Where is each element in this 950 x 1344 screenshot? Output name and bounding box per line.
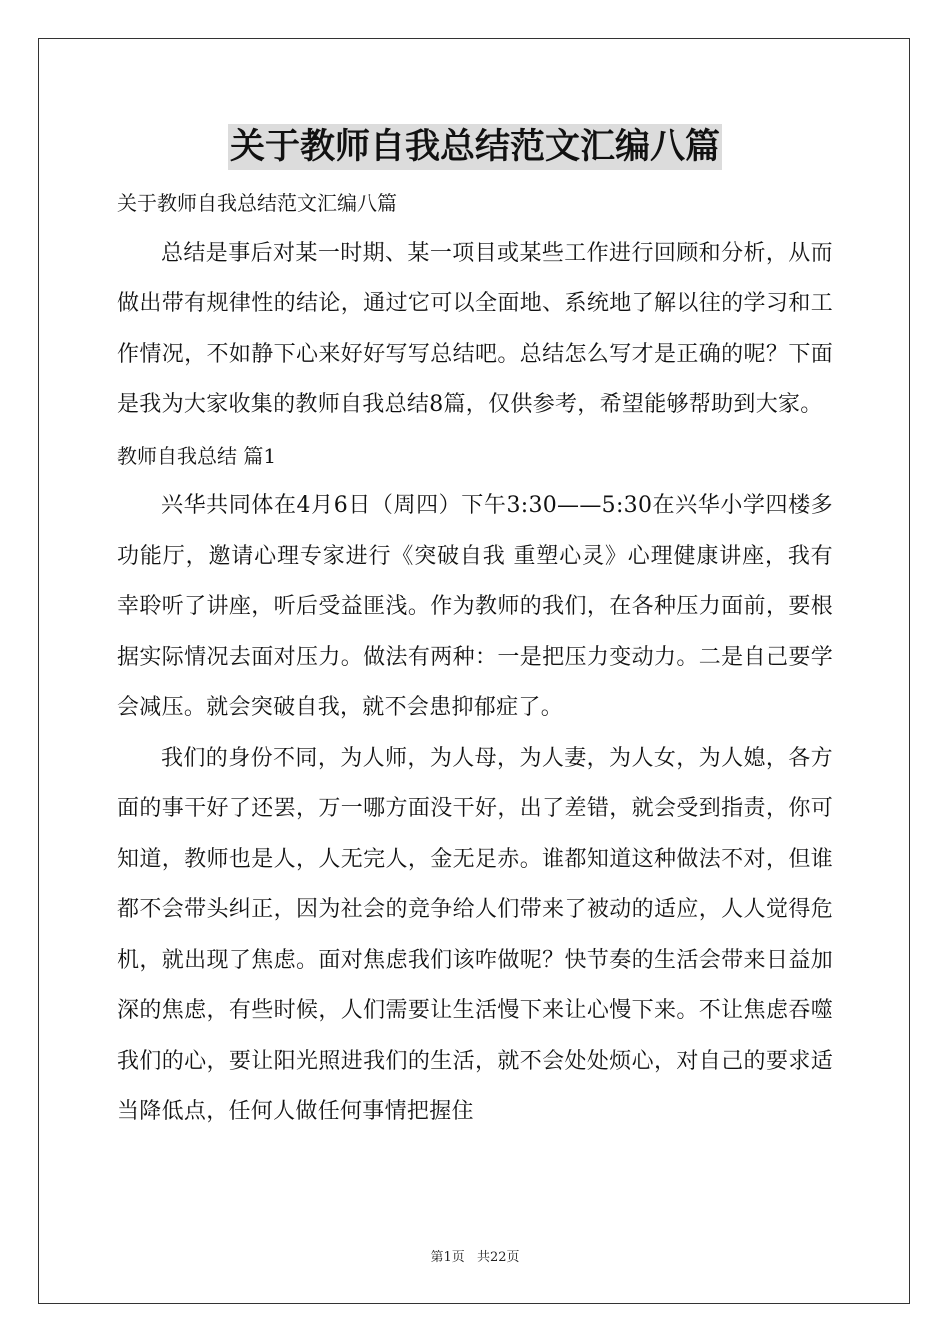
- page-total: 共22页: [476, 1250, 520, 1265]
- section-paragraph-2: 我们的身份不同，为人师，为人母，为人妻，为人女，为人媳，各方面的事干好了还罢，万一哪方面没干好，出了差错，就会受到指责，你可知道，教师也是人，人无完人，金无足赤。谁都知道这种做法不对，但谁都不会带头纠正，因为社会的竞争给人们带来了被动的适应，人人觉得危机，就出现了焦虑。面对焦虑我们该咋做呢？快节奏的生活会带来日益加深的焦虑，有些时候，人们需要让生活慢下来让心慢下来。不让焦虑吞噬我们的心，要让阳光照进我们的生活，就不会处处烦心，对自己的要求适当降低点，任何人做任何事情把握住: [117, 745, 833, 1124]
- document-body: [117, 178, 833, 1138]
- intro-paragraph: 总结是事后对某一时期、某一项目或某些工作进行回顾和分析，从而做出带有规律性的结论，通过它可以全面地、系统地了解以往的学习和工作情况，不如静下心来好好写写总结吧。总结怎么写才是正确的呢？下面是我为大家收集的教师自我总结8篇，仅供参考，希望能够帮助到大家。: [117, 240, 833, 417]
- page-footer: [0, 1246, 950, 1265]
- title-container: [0, 124, 950, 170]
- document-title: 关于教师自我总结范文汇编八篇: [228, 124, 722, 170]
- section-paragraph-1: 兴华共同体在4月6日（周四）下午3:30——5:30在兴华小学四楼多功能厅，邀请心理专家进行《突破自我 重塑心灵》心理健康讲座，我有幸聆听了讲座，听后受益匪浅。作为教师的我们，在各种压力面前，要根据实际情况去面对压力。做法有两种：一是把压力变动力。二是自己要学会减压。就会突破自我，就不会患抑郁症了。: [117, 493, 833, 720]
- document-subtitle: 关于教师自我总结范文汇编八篇: [117, 191, 397, 215]
- page-number: 第1页: [430, 1250, 465, 1265]
- section-heading: 教师自我总结 篇1: [117, 443, 277, 468]
